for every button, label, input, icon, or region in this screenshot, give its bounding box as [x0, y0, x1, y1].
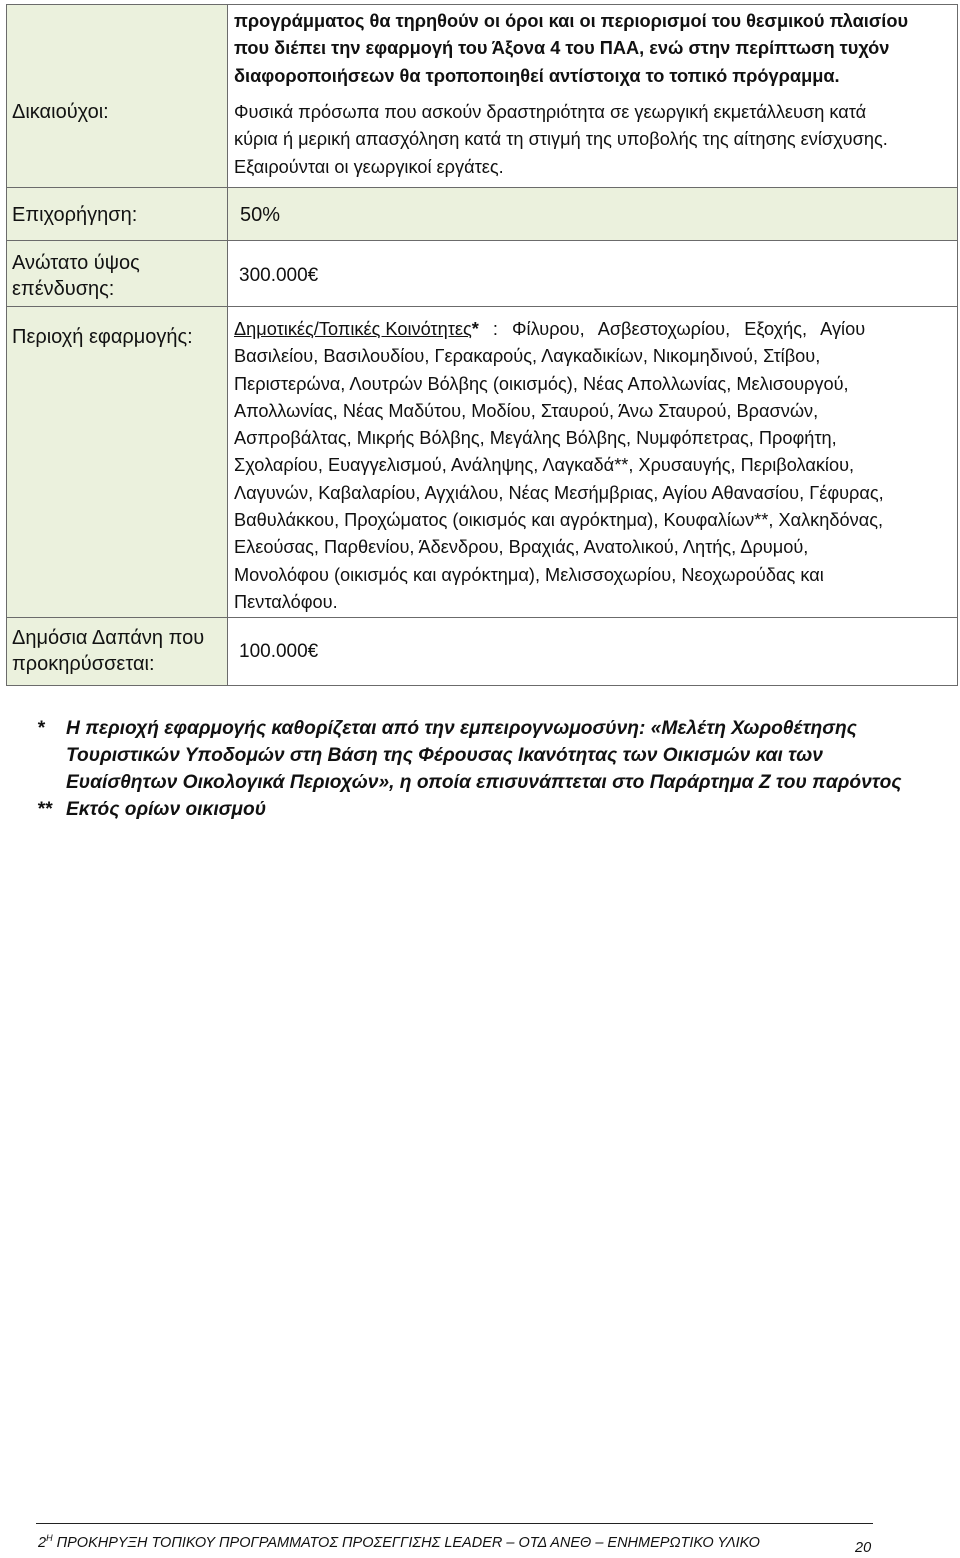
row-divider	[6, 617, 958, 618]
row-divider	[6, 240, 958, 241]
intro-line: που διέπει την εφαρμογή του Άξονα 4 του ΠΑΑ, ενώ στην περίπτωση τυχόν	[234, 38, 890, 59]
beneficiaries-line: κύρια ή μερική απασχόληση κατά τη στιγμή της υποβολής της αίτησης ενίσχυσης.	[234, 129, 888, 150]
intro-paragraph	[234, 8, 946, 90]
footnote-line: Ευαίσθητων Οικολογικά Περιοχών», η οποία επισυνάπτεται στο Παράρτημα Ζ του παρόντος	[66, 772, 902, 793]
row-divider	[6, 306, 958, 307]
footer-rule	[36, 1523, 873, 1524]
max-investment-label-line: επένδυσης:	[12, 278, 115, 300]
max-investment-value: 300.000€	[239, 265, 319, 286]
footer-text: ΠΡΟΚΗΡΥΞΗ ΤΟΠΙΚΟΥ ΠΡΟΓΡΑΜΜΑΤΟΣ ΠΡΟΣΕΓΓΙΣΗΣ LEADER – ΟΤΔ ΑΝΕΘ – ΕΝΗΜΕΡΩΤΙΚΟ ΥΛΙΚΟ	[52, 1534, 760, 1551]
area-heading: Δημοτικές/Τοπικές Κοινότητες	[234, 319, 472, 339]
intro-line: διαφοροποιήσεων θα τροποποιηθεί αντίστοιχα το τοπικό πρόγραμμα.	[234, 65, 840, 86]
footnote-mark: *	[37, 718, 45, 739]
footnote-line: Η περιοχή εφαρμογής καθορίζεται από την εμπειρογνωμοσύνη: «Μελέτη Χωροθέτησης	[66, 718, 857, 739]
public-expense-label-line: Δημόσια Δαπάνη που	[12, 627, 205, 649]
subsidy-label: Επιχορήγηση:	[12, 204, 138, 226]
area-line-start: : Φίλυρου, Ασβεστοχωρίου, Εξοχής, Αγίου	[478, 319, 866, 339]
area-line: Περιστερώνα, Λουτρών Βόλβης (οικισμός), Νέας Απολλωνίας, Μελισουργού,	[234, 373, 849, 394]
footnote	[37, 715, 911, 797]
area-line: Λαγυνών, Καβαλαρίου, Αγχιάλου, Νέας Μεσήμβριας, Αγίου Αθανασίου, Γέφυρας,	[234, 482, 884, 503]
area-line: Απολλωνίας, Νέας Μαδύτου, Μοδίου, Σταυρού, Άνω Σταυρού, Βρασνών,	[234, 400, 819, 421]
footnote	[37, 796, 911, 823]
area-line	[234, 316, 946, 343]
area-line: Βασιλείου, Βασιλουδίου, Γερακαρούς, Λαγκαδικίων, Νικομηδινού, Στίβου,	[234, 346, 821, 367]
area-heading-mark: *	[471, 319, 479, 339]
footer-prefix: 2	[38, 1534, 47, 1551]
footnote-mark: **	[37, 799, 52, 820]
max-investment-label-line: Ανώτατο ύψος	[12, 252, 140, 274]
intro-line: προγράμματος θα τηρηθούν οι όροι και οι περιορισμοί του θεσμικού πλαισίου	[234, 11, 909, 31]
area-label: Περιοχή εφαρμογής:	[12, 326, 193, 348]
area-line: Ασπροβάλτας, Μικρής Βόλβης, Μεγάλης Βόλβης, Νυμφόπετρας, Προφήτη,	[234, 428, 837, 449]
beneficiaries-label: Δικαιούχοι:	[12, 101, 109, 123]
footnote-text	[66, 796, 911, 823]
footer-title	[38, 1528, 760, 1553]
max-investment-label	[12, 250, 140, 302]
area-line: Πενταλόφου.	[234, 591, 338, 612]
page-number: 20	[855, 1540, 872, 1556]
beneficiaries-text	[234, 99, 946, 181]
subsidy-value: 50%	[240, 204, 281, 226]
area-first-line	[234, 316, 865, 343]
subsidy-row-fill	[228, 187, 957, 240]
area-text	[234, 316, 946, 616]
beneficiaries-line: Εξαιρούνται οι γεωργικοί εργάτες.	[234, 156, 504, 177]
footer-sup: Η	[46, 1533, 53, 1543]
public-expense-value: 100.000€	[239, 641, 319, 662]
public-expense-label-line: προκηρύσσεται:	[12, 653, 155, 675]
area-line: Σχολαρίου, Ευαγγελισμού, Ανάληψης, Λαγκαδά**, Χρυσαυγής, Περιβολακίου,	[234, 455, 855, 476]
area-line: Μονολόφου (οικισμός και αγρόκτημα), Μελισσοχωρίου, Νεοχωρούδας και	[234, 564, 824, 585]
public-expense-label	[12, 625, 204, 677]
beneficiaries-line: Φυσικά πρόσωπα που ασκούν δραστηριότητα σε γεωργική εκμετάλλευση κατά	[234, 102, 867, 122]
area-line: Βαθυλάκκου, Προχώματος (οικισμός και αγρόκτημα), Κουφαλίων**, Χαλκηδόνας,	[234, 510, 884, 531]
area-line: Ελεούσας, Παρθενίου, Άδενδρου, Βραχιάς, Ανατολικού, Λητής, Δρυμού,	[234, 537, 809, 558]
footnote-text	[66, 715, 911, 796]
footnote-line: Εκτός ορίων οικισμού	[66, 799, 267, 820]
row-divider	[6, 187, 228, 188]
footnote-line: Τουριστικών Υποδομών στη Βάση της Φέρουσας Ικανότητας των Οικισμών και των	[66, 745, 823, 766]
